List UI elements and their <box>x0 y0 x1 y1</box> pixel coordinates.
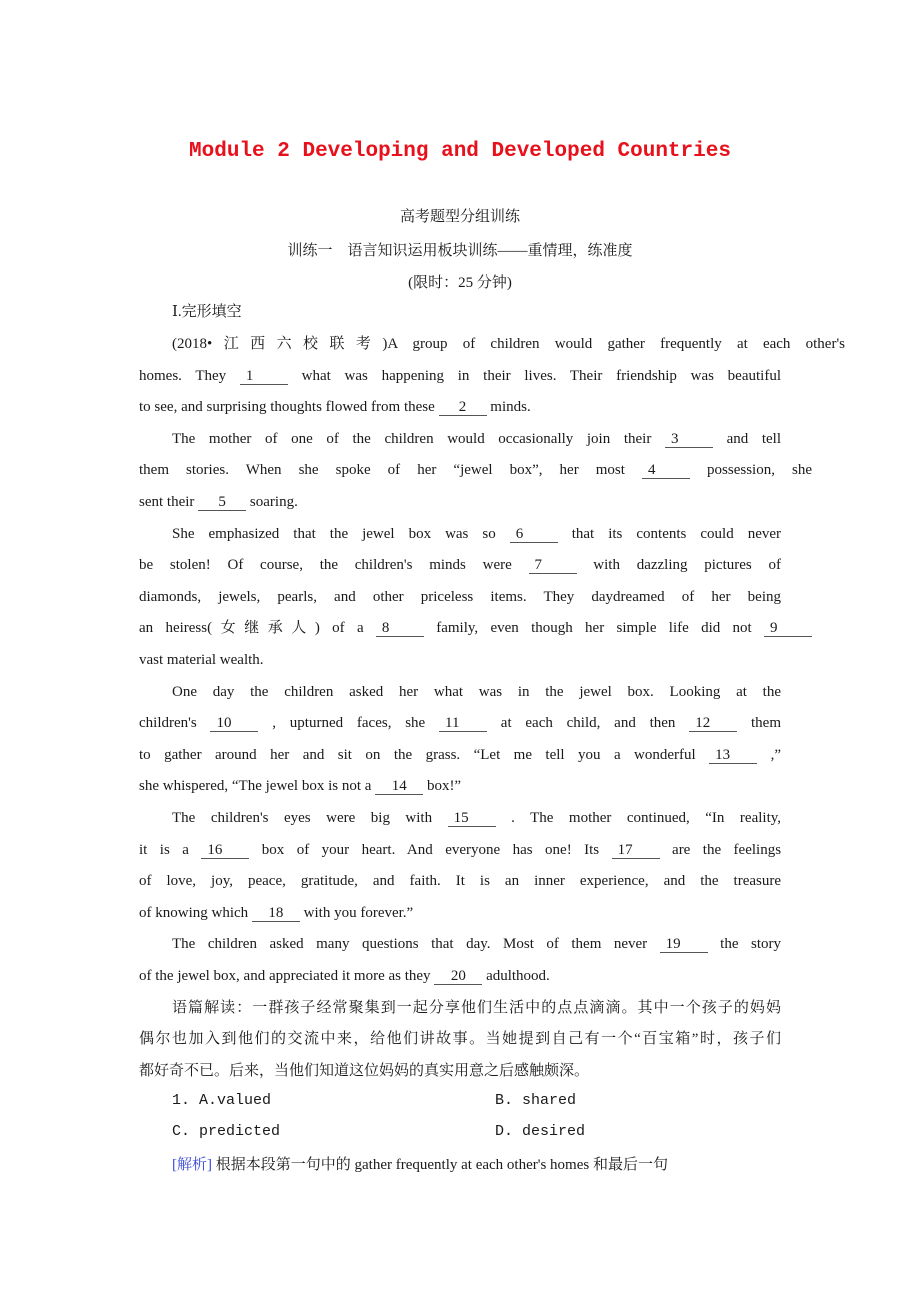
passage-text: One day the children asked her what was in the jewel box. Looking at the <box>172 683 781 700</box>
blank-19: 19 <box>660 936 708 953</box>
passage-text: of knowing which <box>139 904 252 921</box>
passage-line <box>139 618 812 638</box>
blank-12: 12 <box>689 715 737 732</box>
passage-line <box>139 397 781 417</box>
blank-7: 7 <box>529 557 577 574</box>
analysis-line <box>172 1155 792 1175</box>
passage-text: to see, and surprising thoughts flowed from these <box>139 399 439 416</box>
passage-text: are the feelings <box>672 841 782 858</box>
blank-9: 9 <box>764 620 812 637</box>
passage-text: . The mother continued, “In reality, <box>511 810 782 826</box>
analysis-text: 根据本段第一句中的 gather frequently at each other's homes 和最后一句 <box>215 1157 668 1173</box>
passage-text: 偶尔也加入到他们的交流中来，给他们讲故事。当她提到自己有一个“百宝箱”时，孩子们 <box>139 1031 781 1048</box>
passage-text: soaring. <box>249 494 298 510</box>
passage-text: She emphasized that the jewel box was so <box>172 525 510 542</box>
passage-line <box>139 492 781 512</box>
passage-line <box>139 903 781 923</box>
passage-text: minds. <box>490 399 531 416</box>
passage-text: with dazzling pictures of <box>593 557 781 574</box>
passage-text: box of your heart. And everyone has one! Its <box>261 841 612 858</box>
passage-text: , upturned faces, she <box>272 715 439 732</box>
blank-6: 6 <box>510 526 558 543</box>
passage-line <box>139 460 812 480</box>
passage-text: family, even though her simple life did not <box>436 620 765 637</box>
passage-text: adulthood. <box>486 968 550 984</box>
module-title: Module 2 Developing and Developed Countries <box>189 140 731 163</box>
passage-text: The children's eyes were big with <box>172 810 448 826</box>
passage-text: box!” <box>426 778 462 795</box>
passage-line <box>139 713 781 733</box>
passage-line <box>172 334 845 354</box>
passage-text: possession, she <box>707 462 812 479</box>
passage-line <box>139 840 781 860</box>
blank-15: 15 <box>448 810 496 827</box>
blank-13: 13 <box>709 747 757 764</box>
passage-text: an heiress(女继承人) of a <box>139 620 376 637</box>
passage-line <box>139 650 781 670</box>
blank-8: 8 <box>376 620 424 637</box>
passage-text: to gather around her and sit on the grass. “Let me tell you a wonderful <box>139 746 710 763</box>
passage-line <box>139 871 781 891</box>
passage-text: the story <box>720 936 781 953</box>
subtitle: 高考题型分组训练 <box>399 209 520 225</box>
passage-text: children's <box>139 715 211 732</box>
passage-text: ,” <box>770 746 781 763</box>
passage-text: diamonds, jewels, pearls, and other priceless items. They daydreamed of her being <box>139 588 781 605</box>
blank-16: 16 <box>201 842 249 859</box>
passage-text: The children asked many questions that day. Most of them never <box>172 936 660 953</box>
passage-text: and tell <box>726 430 781 447</box>
blank-3: 3 <box>665 431 713 448</box>
blank-10: 10 <box>210 715 258 732</box>
passage-text: sent their <box>139 494 199 510</box>
passage-line <box>139 555 781 575</box>
passage-text: that its contents could never <box>571 525 781 542</box>
passage-line <box>139 1029 781 1049</box>
option-d: D. desired <box>495 1123 586 1140</box>
passage-text: of love, joy, peace, gratitude, and faith. It is an inner experience, and the treasure <box>139 873 781 890</box>
passage-text: what was happening in their lives. Their friendship was beautiful <box>301 367 781 384</box>
passage-line <box>172 524 781 544</box>
passage-text: of the jewel box, and appreciated it more as they <box>139 968 435 984</box>
passage-text: homes. They <box>139 367 240 384</box>
blank-17: 17 <box>612 842 660 859</box>
blank-11: 11 <box>439 715 487 732</box>
passage-text: it is a <box>139 841 202 858</box>
passage-text: 语篇解读：一群孩子经常聚集到一起分享他们生活中的点点滴滴。其中一个孩子的妈妈 <box>172 999 781 1016</box>
passage-line <box>139 966 781 986</box>
passage-text: (2018•江西六校联考)A group of children would gather frequently at each other's <box>172 336 845 352</box>
passage-line <box>139 1061 781 1081</box>
blank-2: 2 <box>439 399 487 416</box>
blank-5: 5 <box>198 494 246 511</box>
passage-line <box>172 682 781 702</box>
passage-line <box>172 934 781 954</box>
passage-text: 都好奇不已。后来，当他们知道这位妈妈的真实用意之后感触颇深。 <box>139 1062 590 1079</box>
passage-text: them <box>751 715 781 732</box>
passage-text: be stolen! Of course, the children's minds were <box>139 557 529 574</box>
passage-text: them stories. When she spoke of her “jewel box”, her most <box>139 462 642 479</box>
passage-line <box>139 587 781 607</box>
passage-text: at each child, and then <box>500 715 690 732</box>
section-heading: 训练一 语言知识运用板块训练——重情理，练准度 <box>287 243 633 259</box>
passage-line <box>172 998 781 1018</box>
blank-1: 1 <box>240 368 288 385</box>
passage-text: with you forever.” <box>303 904 414 921</box>
option-b: B. shared <box>495 1092 577 1109</box>
blank-20: 20 <box>434 968 482 985</box>
blank-4: 4 <box>642 462 690 479</box>
blank-18: 18 <box>252 905 300 922</box>
part-heading: Ⅰ.完形填空 <box>172 304 242 320</box>
passage-text: The mother of one of the children would occasionally join their <box>172 430 665 447</box>
passage-text: she whispered, “The jewel box is not a <box>139 778 376 795</box>
passage-text: vast material wealth. <box>139 652 264 668</box>
passage-line <box>172 808 781 828</box>
passage-line <box>139 366 781 386</box>
option-c: C. predicted <box>172 1123 281 1140</box>
passage-line <box>139 745 781 765</box>
analysis-tag: [解析] <box>172 1157 212 1173</box>
blank-14: 14 <box>375 778 423 795</box>
passage-line <box>139 776 781 796</box>
passage-line <box>172 429 781 449</box>
time-limit: (限时：25 分钟) <box>408 275 512 291</box>
option-a: 1. A.valued <box>172 1092 272 1109</box>
